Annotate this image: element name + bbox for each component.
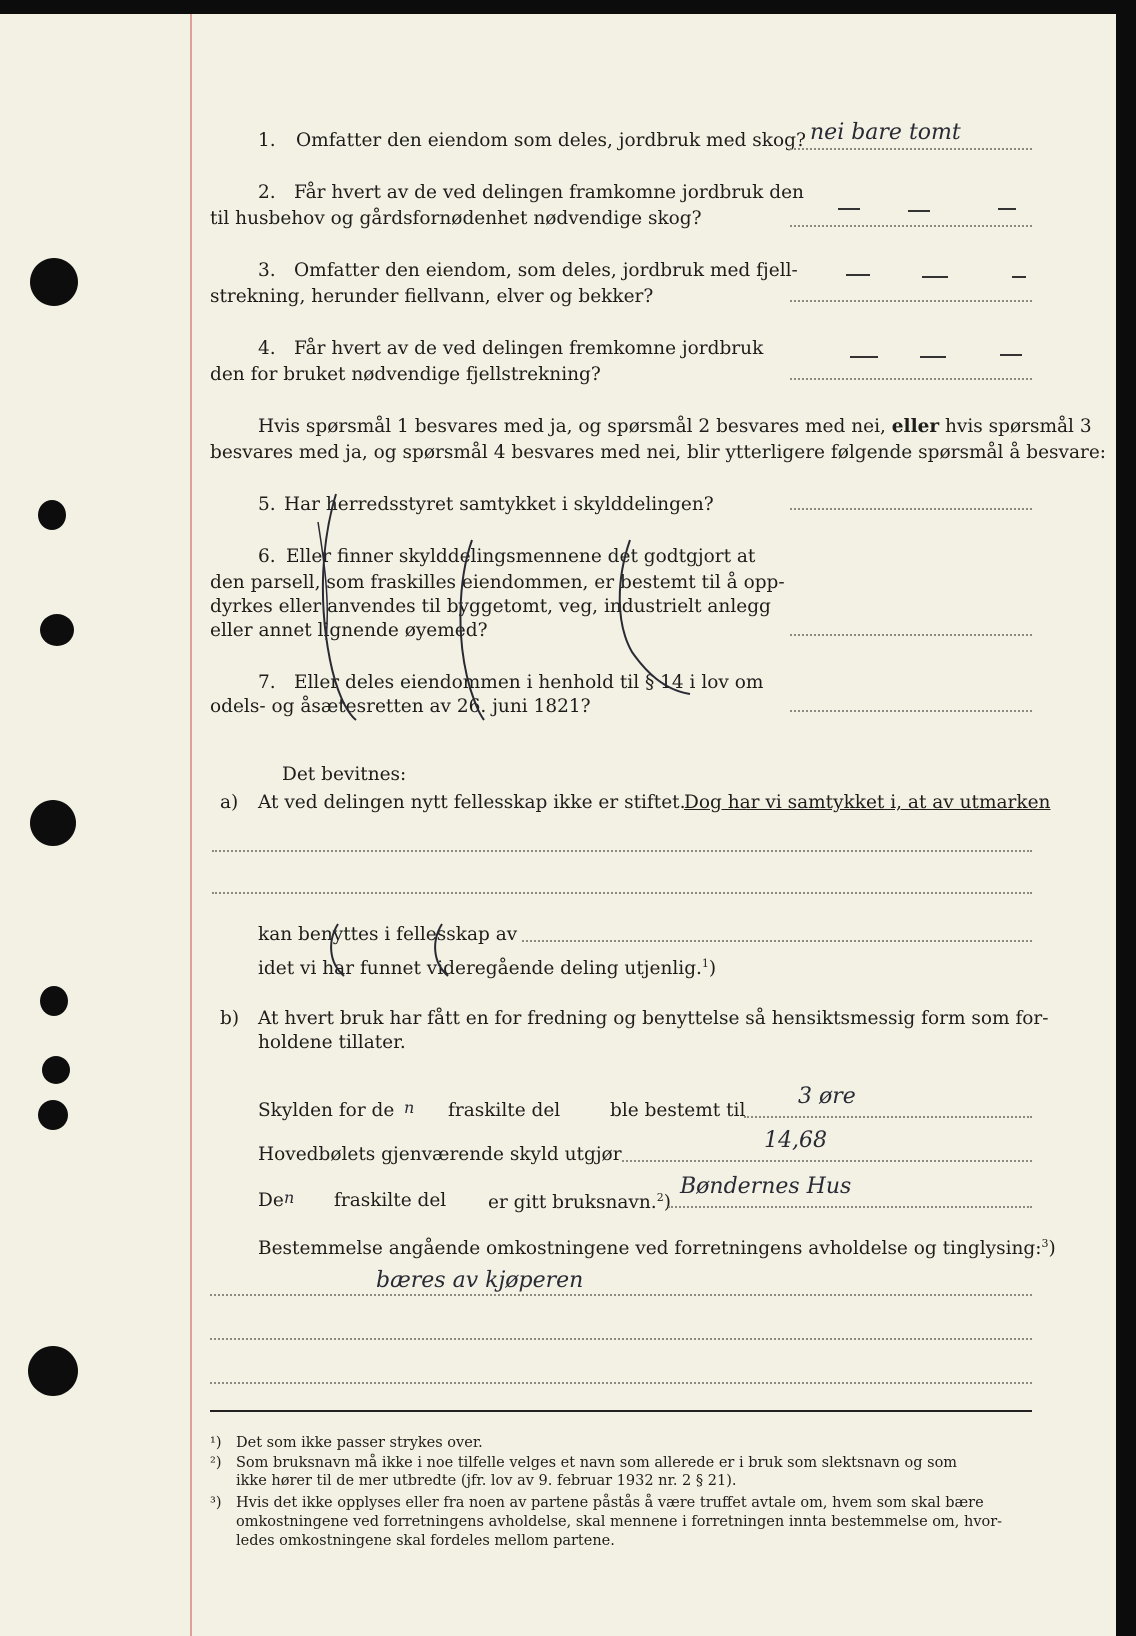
attest-a-line4: idet vi har funnet videregående deling utjenlig.$^1$) <box>258 957 717 980</box>
attest-heading: Det bevitnes: <box>282 764 407 785</box>
footnote-ref-2: 2 <box>656 1191 664 1204</box>
q7-line2: odels- og åsætesretten av 26. juni 1821? <box>210 696 591 717</box>
q6-line3: dyrkes eller anvendes til byggetomt, veg, industrielt anlegg <box>210 596 771 617</box>
skyld-value4: bæres av kjøperen <box>376 1268 584 1293</box>
skyld-label3c-text: er gitt bruksnavn. <box>488 1192 657 1214</box>
attest-a-extra: Dog har vi samtykket i, at av utmarken <box>684 792 1051 813</box>
footnote-3-line1: Hvis det ikke opplyses eller fra noen av partene påstås å være truffet avtale om, hvem som skal bære <box>236 1495 984 1511</box>
q4-line2: den for bruket nødvendige fjellstrekning? <box>210 364 601 385</box>
q6-line4: eller annet lignende øyemed? <box>210 620 488 641</box>
attest-a-line4-text: idet vi har funnet videregående deling utjenlig. <box>258 958 702 980</box>
q7-line1: Eller deles eiendommen i henhold til § 14 i lov om <box>294 672 764 693</box>
footnote-1-text: Det som ikke passer strykes over. <box>236 1435 483 1451</box>
attest-b-line1: At hvert bruk har fått en for fredning og benyttelse så hensiktsmessig form som for- <box>258 1008 1049 1029</box>
q6-line2: den parsell, som fraskilles eiendommen, er bestemt til å opp- <box>210 572 785 593</box>
skyld-value1: 3 øre <box>798 1084 856 1109</box>
q3-line2: strekning, herunder fiellvann, elver og bekker? <box>210 286 654 307</box>
q3-line1: Omfatter den eiendom, som deles, jordbruk med fjell- <box>294 260 798 281</box>
strike-curve <box>620 540 690 694</box>
attest-a-label: a) <box>220 792 239 813</box>
skyld-label1b: fraskilte del <box>448 1100 561 1121</box>
condition-line1-b: hvis spørsmål 3 <box>945 416 1092 437</box>
skyld-hw-n2: n <box>284 1188 295 1207</box>
skyld-label3b: fraskilte del <box>334 1190 447 1211</box>
strike-curve <box>460 540 484 720</box>
skyld-label1c: ble bestemt til <box>610 1100 746 1121</box>
footnote-3-line2: omkostningene ved forretningens avholdelse, skal mennene i forretningen innta bestemmelse om, hvor- <box>236 1514 1003 1530</box>
skyld-hw-n1: n <box>404 1098 415 1117</box>
attest-a-line3: kan benyttes i fellesskap av <box>258 924 518 945</box>
footnote-ref-1: 1 <box>701 957 709 970</box>
skyld-label2: Hovedbølets gjenværende skyld utgjør <box>258 1144 622 1165</box>
q2-line2: til husbehov og gårdsfornødenhet nødvendige skog? <box>210 208 702 229</box>
skyld-value2: 14,68 <box>764 1128 827 1153</box>
attest-b-line2: holdene tillater. <box>258 1032 406 1053</box>
q1-number: 1. <box>258 130 276 151</box>
condition-line2: besvares med ja, og spørsmål 4 besvares med nei, blir ytterligere følgende spørsmål å besvare: <box>210 442 1107 463</box>
skyld-label1: Skylden for de <box>258 1100 395 1121</box>
skyld-label4: Bestemmelse angående omkostningene ved forretningens avholdelse og tinglysing:$^3$) <box>258 1237 1056 1260</box>
footnote-ref-3: 3 <box>1041 1237 1049 1250</box>
q6-line1: Eller finner skylddelingsmennene det godtgjort at <box>286 546 756 567</box>
footnote-2-mark: ²) <box>210 1455 222 1471</box>
q5-text: Har herredsstyret samtykket i skylddelingen? <box>284 494 714 515</box>
footnote-2-line1: Som bruksnavn må ikke i noe tilfelle velges et navn som allerede er i bruk som slektsnavn og som <box>236 1455 958 1471</box>
footnote-3-mark: ³) <box>210 1495 222 1511</box>
q4-line1: Får hvert av de ved delingen fremkomne jordbruk <box>294 338 764 359</box>
attest-b-label: b) <box>220 1008 240 1029</box>
strike-curve <box>331 924 344 976</box>
condition-line1-a: Hvis spørsmål 1 besvares med ja, og spørsmål 2 besvares med nei, <box>258 416 886 437</box>
skyld-label3c: er gitt bruksnavn.$^2$) <box>488 1191 671 1214</box>
attest-a-text: At ved delingen nytt fellesskap ikke er stiftet. <box>258 792 686 813</box>
q2-line1: Får hvert av de ved delingen framkomne jordbruk den <box>294 182 804 203</box>
q5-number: 5. <box>258 494 276 515</box>
skyld-value3: Bøndernes Hus <box>680 1174 852 1199</box>
footnote-1-mark: ¹) <box>210 1435 222 1451</box>
skyld-label4-text: Bestemmelse angående omkostningene ved forretningens avholdelse og tinglysing: <box>258 1238 1042 1260</box>
q4-number: 4. <box>258 338 276 359</box>
q2-number: 2. <box>258 182 276 203</box>
q1-answer: nei bare tomt <box>810 120 961 145</box>
q1-text: Omfatter den eiendom som deles, jordbruk med skog? <box>296 130 806 151</box>
q6-number: 6. <box>258 546 276 567</box>
q7-number: 7. <box>258 672 276 693</box>
condition-eller: eller <box>891 416 940 437</box>
strike-curve <box>435 924 448 976</box>
q3-number: 3. <box>258 260 276 281</box>
footnote-3-line3: ledes omkostningene skal fordeles mellom partene. <box>236 1533 615 1549</box>
footnote-2-line2: ikke hører til de mer utbredte (jfr. lov av 9. februar 1932 nr. 2 § 21). <box>236 1473 737 1489</box>
skyld-label3: De <box>258 1190 284 1211</box>
